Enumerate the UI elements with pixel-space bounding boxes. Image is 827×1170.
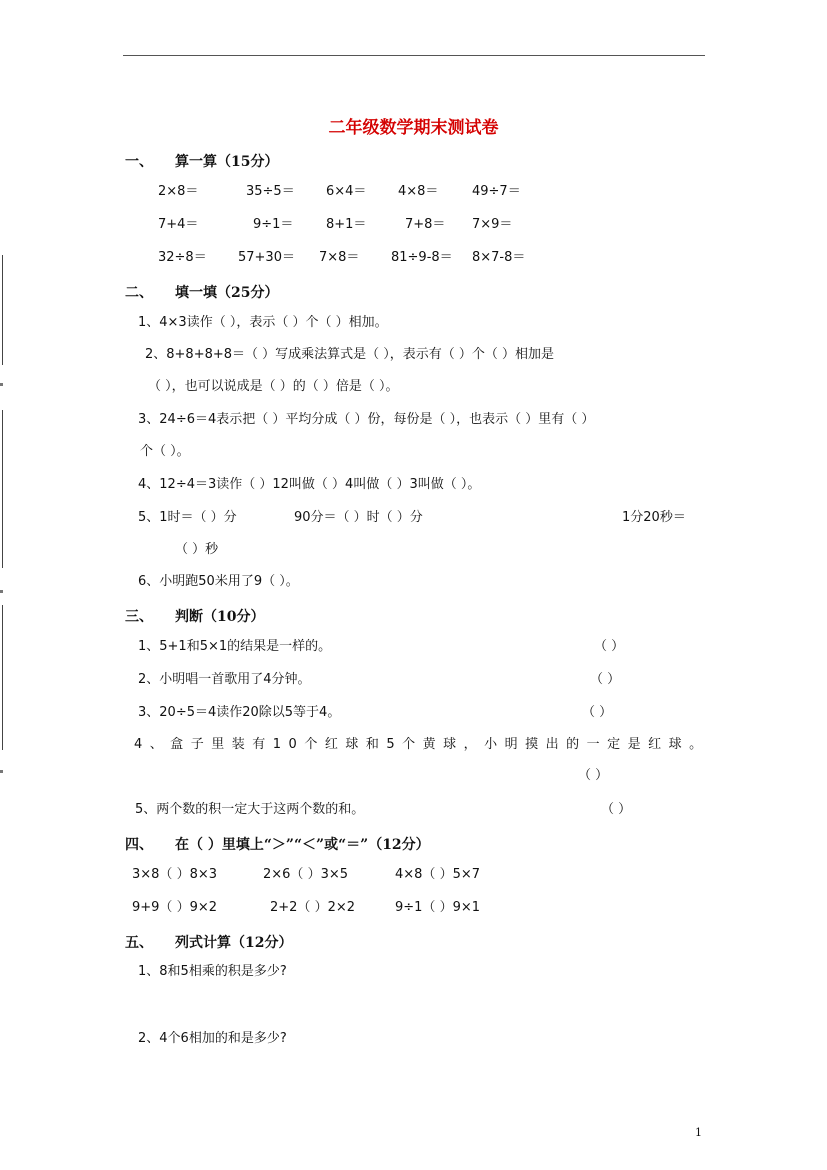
section-heading [125,834,430,854]
compare-item: 9÷1（ ）9×1 [395,900,481,915]
calc-item: 81÷9-8＝ [391,250,453,265]
fill-question: 1、4×3读作（ ），表示（ ）个（ ）相加。 [138,315,388,330]
fill-question-cont: （ ）秒 [175,542,219,557]
calc-item: 4×8＝ [398,184,439,199]
section-heading [125,282,278,302]
judge-question: 2、小明唱一首歌用了4分钟。 [138,672,311,687]
compare-item: 2+2（ ）2×2 [270,900,356,915]
binding-margin-line [2,255,3,365]
section-number: 二、 [125,285,153,301]
word-problem: 1、8和5相乘的积是多少? [138,964,287,979]
calc-item: 9÷1＝ [253,217,294,232]
page-title: 二年级数学期末测试卷 [328,118,499,138]
calc-item: 8+1＝ [326,217,367,232]
calc-item: 6×4＝ [326,184,367,199]
section-title: 列式计算（12分） [175,935,293,951]
fill-question-part: 90分＝（ ）时（ ）分 [294,510,423,525]
header-rule [123,55,705,56]
judge-question: 3、20÷5＝4读作20除以5等于4。 [138,705,341,720]
binding-margin-dot [0,383,3,386]
calc-item: 7+4＝ [158,217,199,232]
section-title: 填一填（25分） [175,285,279,301]
fill-question-cont: （ ），也可以说成是（ ）的（ ）倍是（ ）。 [148,379,399,394]
section-heading [125,932,292,952]
fill-question: 3、24÷6＝4表示把（ ）平均分成（ ）份，每份是（ ），也表示（ ）里有（ ） [138,412,595,427]
binding-margin-dot [0,590,3,593]
fill-question: 6、小明跑50米用了9（ ）。 [138,574,299,589]
calc-item: 32÷8＝ [158,250,207,265]
judge-question: 1、5+1和5×1的结果是一样的。 [138,639,332,654]
binding-margin-dot [0,770,3,773]
section-number: 五、 [125,935,153,951]
section-title: 算一算（15分） [175,154,279,170]
fill-question: 4、12÷4＝3读作（ ）12叫做（ ）4叫做（ ）3叫做（ ）。 [138,477,481,492]
judge-parens: （ ） [578,768,609,783]
section-heading [125,606,264,626]
binding-margin-line [2,605,3,750]
fill-question: 5、1时＝（ ）分 [138,510,237,525]
compare-item: 4×8（ ）5×7 [395,867,481,882]
compare-item: 3×8（ ）8×3 [132,867,218,882]
judge-parens: （ ） [594,639,625,654]
calc-item: 2×8＝ [158,184,199,199]
judge-parens: （ ） [590,672,621,687]
fill-question-part: 1分20秒＝ [622,510,686,525]
judge-parens: （ ） [601,802,632,817]
judge-parens: （ ） [582,705,613,720]
calc-item: 7×8＝ [319,250,360,265]
section-heading [125,151,278,171]
section-number: 一、 [125,154,153,170]
compare-item: 2×6（ ）3×5 [263,867,349,882]
judge-question: 4、盒子里装有10个红球和5个黄球，小明摸出的一定是红球。 [134,737,710,752]
section-number: 四、 [125,837,153,853]
fill-question-cont: 个（ ）。 [140,444,190,459]
word-problem: 2、4个6相加的和是多少? [138,1031,287,1046]
compare-item: 9+9（ ）9×2 [132,900,218,915]
binding-margin-line [2,410,3,568]
calc-item: 49÷7＝ [472,184,521,199]
section-title: 在（ ）里填上“＞”“＜”或“＝”（12分） [175,837,430,853]
calc-item: 57+30＝ [238,250,295,265]
calc-item: 35÷5＝ [246,184,295,199]
judge-question: 5、两个数的积一定大于这两个数的和。 [135,802,365,817]
section-title: 判断（10分） [175,609,265,625]
calc-item: 7×9＝ [472,217,513,232]
calc-item: 7+8＝ [405,217,446,232]
calc-item: 8×7-8＝ [472,250,526,265]
fill-question: 2、8+8+8+8＝（ ）写成乘法算式是（ ），表示有（ ）个（ ）相加是 [145,347,555,362]
section-number: 三、 [125,609,153,625]
page-number: 1 [695,1126,702,1139]
